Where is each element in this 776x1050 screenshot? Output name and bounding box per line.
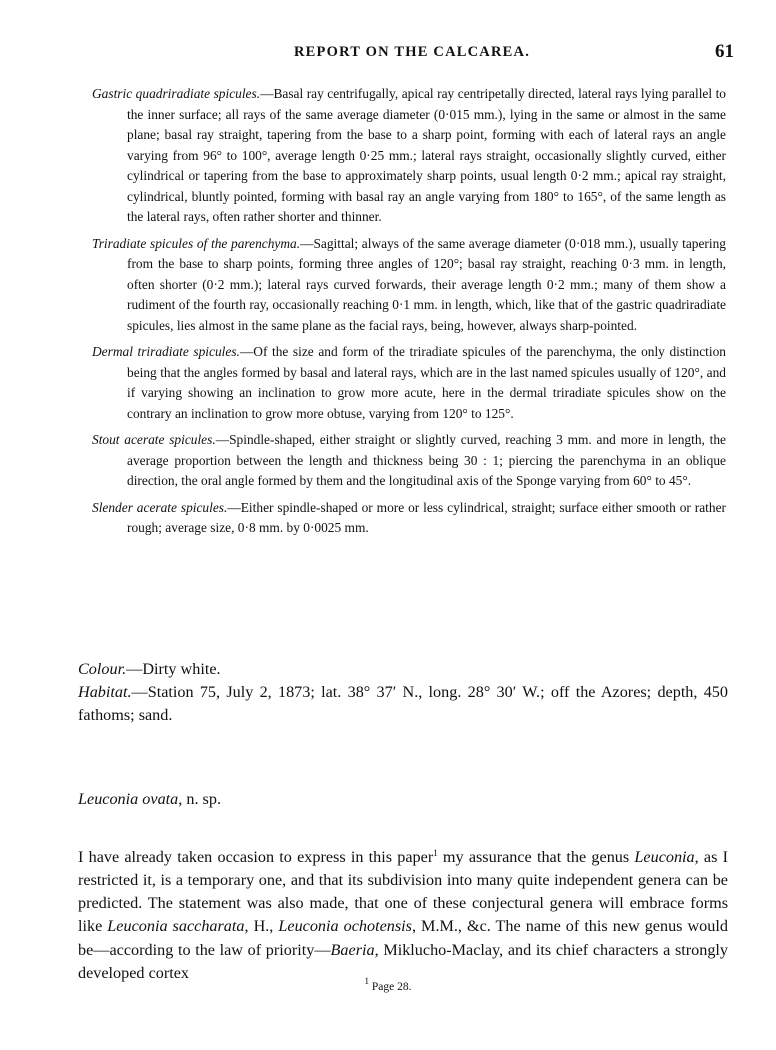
entry-term: Dermal triradiate spicules. xyxy=(92,344,240,359)
habitat-term: Habitat. xyxy=(78,683,132,701)
species-suffix: , n. sp. xyxy=(178,790,221,808)
intro-text-2: my assurance that the genus xyxy=(437,848,635,867)
entry-term: Slender acerate spicules. xyxy=(92,499,228,515)
intro-text-5: , M.M., &c. The name of this new genus would be—according to the law of priority— xyxy=(78,917,728,959)
colour-term: Colour. xyxy=(78,660,127,678)
species-name: Leuconia ovata xyxy=(78,790,179,808)
footnote-reference: 1 xyxy=(433,848,438,859)
genus-name: Leuconia xyxy=(634,848,695,867)
intro-text-4: , H., xyxy=(244,917,279,936)
entry-text: —Spindle-shaped, either straight or slightly curved, reaching 3 mm. and more in length, the average proportion between the length and thickness being 30 : 1; piercing the parenchyma in an oblique direction, the oral angle formed by them and the longitudinal axis of the Sponge varying from 60° to 45°. xyxy=(127,432,726,488)
species-heading xyxy=(78,790,221,809)
habitat-paragraph xyxy=(78,681,728,727)
footnote-mark: 1 xyxy=(364,976,369,986)
colour-habitat-section xyxy=(78,658,728,727)
entry-term: Stout acerate spicules. xyxy=(92,432,216,447)
entry-text: —Sagittal; always of the same average diameter (0·018 mm.), usually tapering from the base to sharp points, forming three angles of 120°; basal ray straight, reaching 0·3 mm. in length, often shorter (0·2 mm.); lateral rays curved forwards, their average length 0·2 mm.; many of them show a rudiment of the fourth ray, occasionally reaching 0·1 mm. in length, which, like that of the gastric quadriradiate spicules, lies almost in the same plane as the facial rays, being, however, always sharp-pointed. xyxy=(127,235,726,333)
entry-term: Triradiate spicules of the parenchyma. xyxy=(92,235,301,251)
footnote xyxy=(0,976,776,993)
entry-text: —Of the size and form of the triradiate spicules of the parenchyma, the only distinction being that the angles formed by basal and lateral rays, which are in the last named spicules usually of 120°, and if varying showing an inclination to grow more acute, here in the dermal triradiate spicules show on the contrary an inclination to grow more obtuse, varying from 120° to 125°. xyxy=(127,344,726,421)
spicule-entry-slender-acerate xyxy=(92,498,726,539)
habitat-text: —Station 75, July 2, 1873; lat. 38° 37′ N., long. 28° 30′ W.; off the Azores; depth, 450 fathoms; sand. xyxy=(78,683,728,724)
intro-text-3: , as I restricted it, is a temporary one, and that its subdivision into many quite independent genera can be predicted. The statement was also made, that one of these conjectural genera will embrace forms like xyxy=(78,848,728,936)
footnote-text: Page 28. xyxy=(369,981,412,993)
entry-term: Gastric quadriradiate spicules. xyxy=(92,86,261,101)
intro-paragraph xyxy=(78,842,728,985)
colour-paragraph xyxy=(78,658,728,681)
entry-text: —Either spindle-shaped or more or less cylindrical, straight; surface either smooth or rather rough; average size, 0·8 mm. by 0·0025 mm. xyxy=(127,499,726,535)
colour-text: —Dirty white. xyxy=(126,660,221,678)
page-number: 61 xyxy=(715,41,734,62)
intro-text-6: , Miklucho-Maclay, and its chief characters a strongly developed cortex xyxy=(78,940,728,982)
running-head: REPORT ON THE CALCAREA. xyxy=(293,44,531,60)
spicule-descriptions xyxy=(92,84,726,545)
spicule-entry-triradiate-parenchyma xyxy=(92,234,726,337)
species-name-ochotensis: Leuconia ochotensis xyxy=(278,917,412,936)
genus-name-baeria: Baeria xyxy=(330,940,375,959)
spicule-entry-dermal-triradiate xyxy=(92,342,726,424)
spicule-entry-gastric-quadriradiate xyxy=(92,84,726,228)
species-name-saccharata: Leuconia saccharata xyxy=(107,917,245,936)
spicule-entry-stout-acerate xyxy=(92,430,726,492)
page-header xyxy=(90,41,734,68)
entry-text: —Basal ray centrifugally, apical ray centripetally directed, lateral rays lying parallel to the inner surface; all rays of the same average diameter (0·015 mm.), lying in the same or almost in the same plane; basal ray straight, tapering from the base to a sharp point, forming with each of lateral rays an angle varying from 96° to 100°, average length 0·25 mm.; lateral rays straight, occasionally slightly curved, either cylindrical or tapering from the base to approximately sharp points, usual length 0·2 mm.; apical ray straight, cylindrical, bluntly pointed, forming with basal ray an angle varying from 180° to 165°, of the same length as the lateral rays, often rather shorter and thinner. xyxy=(127,86,726,224)
intro-text-1: I have already taken occasion to express in this paper xyxy=(78,848,434,867)
